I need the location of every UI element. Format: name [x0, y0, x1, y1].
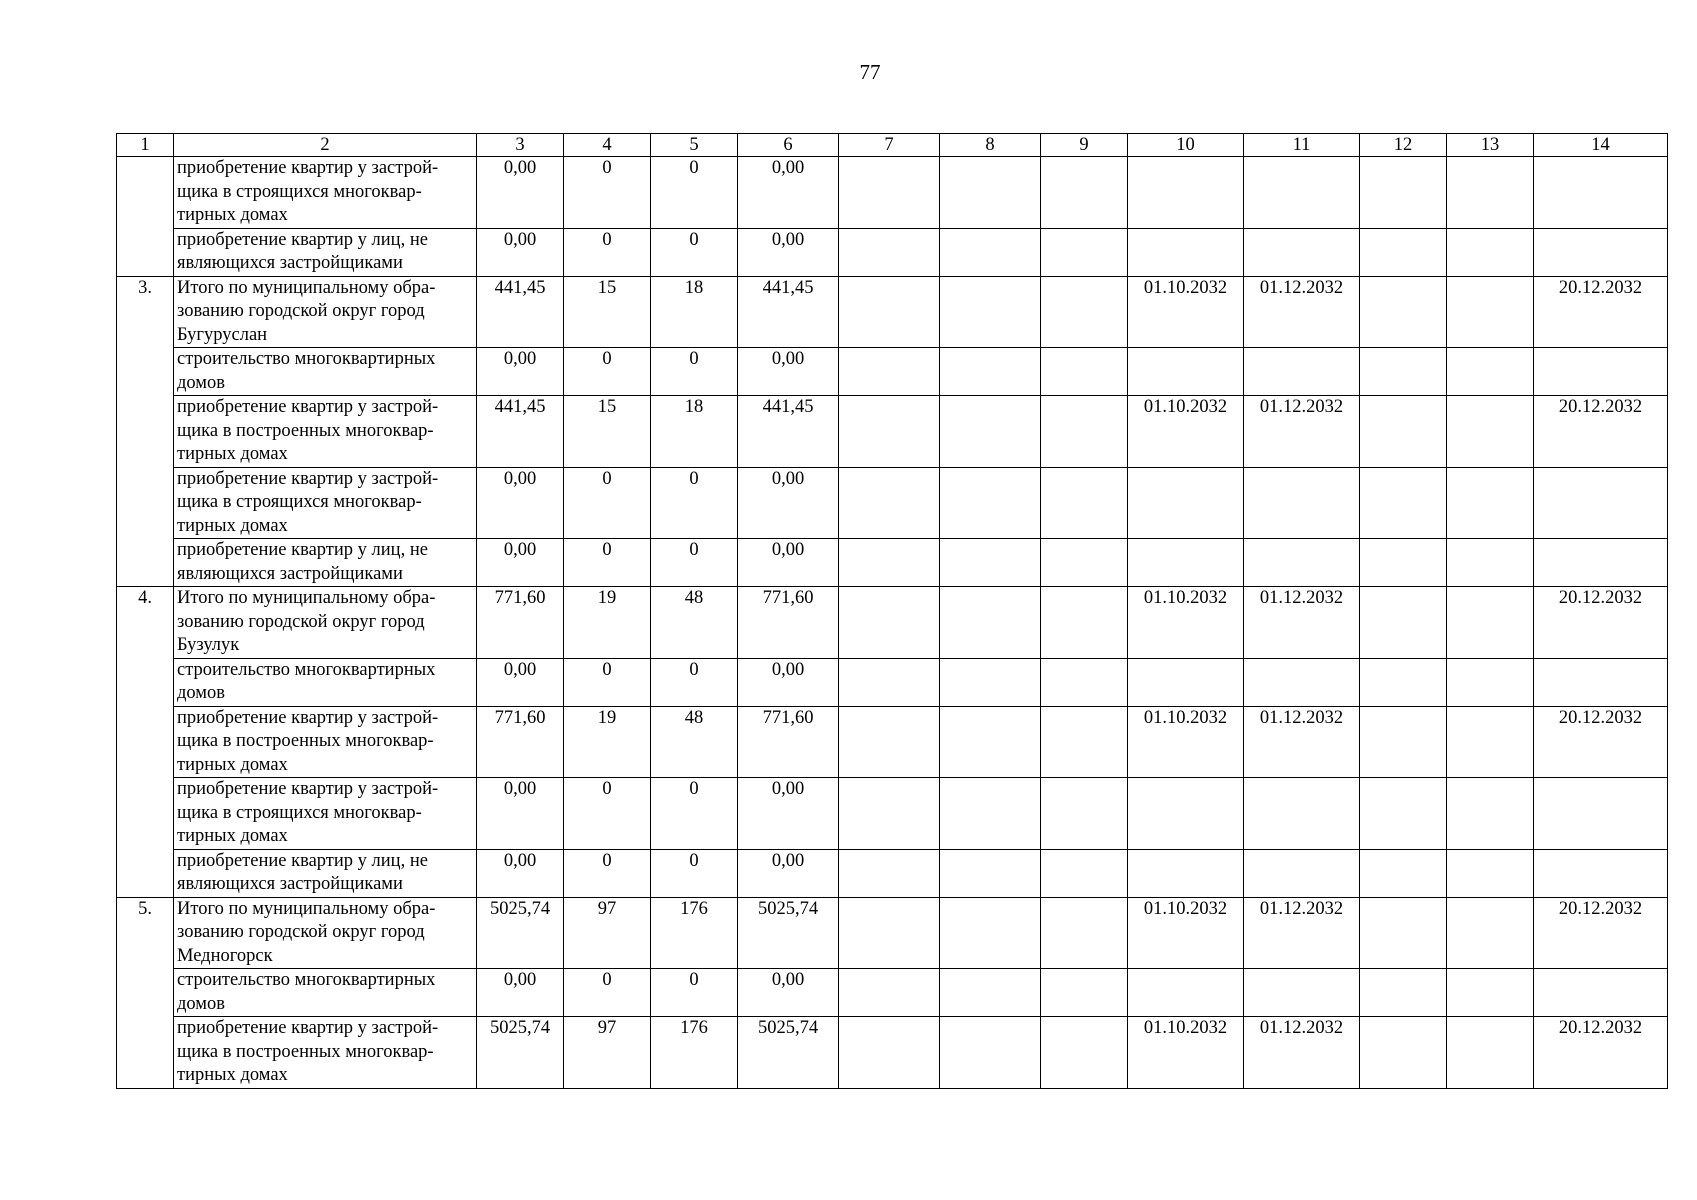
description-cell: строительство многоквартирных домов: [174, 969, 477, 1017]
table-row: [117, 348, 1668, 396]
table-row: [117, 849, 1668, 897]
value-cell-c3: 0,00: [477, 467, 564, 539]
value-cell-c7: [839, 897, 940, 969]
value-cell-c4: 0: [564, 348, 651, 396]
value-cell-c9: [1041, 276, 1128, 348]
value-cell-c12: [1360, 228, 1447, 276]
value-cell-c11: [1244, 778, 1360, 850]
value-cell-c9: [1041, 706, 1128, 778]
value-cell-c10: [1128, 849, 1244, 897]
description-cell: приобретение квартир у лиц, не являющихся застройщиками: [174, 849, 477, 897]
value-cell-c6: 5025,74: [738, 1017, 839, 1089]
value-cell-c8: [940, 587, 1041, 659]
value-cell-c11: [1244, 467, 1360, 539]
value-cell-c4: 0: [564, 467, 651, 539]
value-cell-c7: [839, 1017, 940, 1089]
value-cell-c3: 0,00: [477, 658, 564, 706]
value-cell-c14: 20.12.2032: [1534, 396, 1668, 468]
value-cell-c5: 18: [651, 276, 738, 348]
value-cell-c13: [1447, 276, 1534, 348]
value-cell-c11: 01.12.2032: [1244, 276, 1360, 348]
value-cell-c14: 20.12.2032: [1534, 1017, 1668, 1089]
value-cell-c4: 97: [564, 897, 651, 969]
value-cell-c9: [1041, 348, 1128, 396]
value-cell-c14: [1534, 658, 1668, 706]
value-cell-c10: 01.10.2032: [1128, 276, 1244, 348]
value-cell-c5: 176: [651, 897, 738, 969]
value-cell-c10: 01.10.2032: [1128, 1017, 1244, 1089]
value-cell-c12: [1360, 969, 1447, 1017]
value-cell-c4: 15: [564, 396, 651, 468]
value-cell-c13: [1447, 467, 1534, 539]
description-cell: Итого по муниципальному обра-зованию городской округ город Медногорск: [174, 897, 477, 969]
value-cell-c12: [1360, 849, 1447, 897]
value-cell-c10: [1128, 228, 1244, 276]
value-cell-c4: 15: [564, 276, 651, 348]
column-header: 2: [174, 134, 477, 157]
value-cell-c6: 5025,74: [738, 897, 839, 969]
value-cell-c5: 0: [651, 969, 738, 1017]
value-cell-c11: [1244, 969, 1360, 1017]
value-cell-c3: 0,00: [477, 849, 564, 897]
value-cell-c11: 01.12.2032: [1244, 897, 1360, 969]
description-cell: строительство многоквартирных домов: [174, 658, 477, 706]
value-cell-c9: [1041, 157, 1128, 229]
column-header: 7: [839, 134, 940, 157]
description-cell: приобретение квартир у застрой-щика в строящихся многоквар-тирных домах: [174, 157, 477, 229]
description-cell: приобретение квартир у лиц, не являющихся застройщиками: [174, 228, 477, 276]
value-cell-c4: 19: [564, 706, 651, 778]
value-cell-c10: 01.10.2032: [1128, 396, 1244, 468]
value-cell-c4: 0: [564, 969, 651, 1017]
value-cell-c11: 01.12.2032: [1244, 706, 1360, 778]
value-cell-c7: [839, 467, 940, 539]
value-cell-c11: 01.12.2032: [1244, 587, 1360, 659]
value-cell-c8: [940, 276, 1041, 348]
value-cell-c11: [1244, 849, 1360, 897]
value-cell-c12: [1360, 1017, 1447, 1089]
value-cell-c4: 0: [564, 658, 651, 706]
value-cell-c14: 20.12.2032: [1534, 276, 1668, 348]
column-header: 1: [117, 134, 174, 157]
value-cell-c11: [1244, 228, 1360, 276]
value-cell-c5: 0: [651, 228, 738, 276]
value-cell-c11: [1244, 348, 1360, 396]
value-cell-c7: [839, 849, 940, 897]
value-cell-c14: [1534, 778, 1668, 850]
table-row: [117, 157, 1668, 229]
value-cell-c12: [1360, 276, 1447, 348]
value-cell-c9: [1041, 587, 1128, 659]
row-number-cell: 4.: [117, 587, 174, 898]
value-cell-c10: 01.10.2032: [1128, 587, 1244, 659]
table-row: [117, 587, 1668, 659]
value-cell-c7: [839, 157, 940, 229]
value-cell-c3: 771,60: [477, 706, 564, 778]
value-cell-c13: [1447, 157, 1534, 229]
value-cell-c8: [940, 706, 1041, 778]
value-cell-c5: 48: [651, 706, 738, 778]
value-cell-c6: 0,00: [738, 849, 839, 897]
value-cell-c3: 0,00: [477, 228, 564, 276]
value-cell-c11: [1244, 658, 1360, 706]
value-cell-c13: [1447, 539, 1534, 587]
value-cell-c9: [1041, 467, 1128, 539]
value-cell-c14: 20.12.2032: [1534, 706, 1668, 778]
value-cell-c5: 0: [651, 778, 738, 850]
value-cell-c7: [839, 969, 940, 1017]
table-row: [117, 276, 1668, 348]
value-cell-c5: 0: [651, 467, 738, 539]
column-header: 12: [1360, 134, 1447, 157]
value-cell-c12: [1360, 396, 1447, 468]
value-cell-c6: 441,45: [738, 396, 839, 468]
value-cell-c11: [1244, 157, 1360, 229]
value-cell-c12: [1360, 587, 1447, 659]
column-header: 13: [1447, 134, 1534, 157]
table-row: [117, 969, 1668, 1017]
value-cell-c3: 0,00: [477, 348, 564, 396]
value-cell-c5: 0: [651, 658, 738, 706]
column-header: 8: [940, 134, 1041, 157]
value-cell-c5: 48: [651, 587, 738, 659]
table-row: [117, 228, 1668, 276]
value-cell-c10: [1128, 539, 1244, 587]
row-number-cell: 3.: [117, 276, 174, 587]
value-cell-c4: 97: [564, 1017, 651, 1089]
value-cell-c9: [1041, 658, 1128, 706]
value-cell-c9: [1041, 396, 1128, 468]
value-cell-c10: 01.10.2032: [1128, 706, 1244, 778]
value-cell-c13: [1447, 897, 1534, 969]
column-header: 6: [738, 134, 839, 157]
value-cell-c6: 0,00: [738, 778, 839, 850]
value-cell-c10: 01.10.2032: [1128, 897, 1244, 969]
value-cell-c8: [940, 897, 1041, 969]
value-cell-c6: 0,00: [738, 467, 839, 539]
value-cell-c13: [1447, 706, 1534, 778]
value-cell-c3: 771,60: [477, 587, 564, 659]
value-cell-c10: [1128, 658, 1244, 706]
value-cell-c11: 01.12.2032: [1244, 396, 1360, 468]
column-header: 10: [1128, 134, 1244, 157]
value-cell-c8: [940, 778, 1041, 850]
value-cell-c4: 0: [564, 539, 651, 587]
value-cell-c14: 20.12.2032: [1534, 897, 1668, 969]
value-cell-c3: 441,45: [477, 396, 564, 468]
table-row: [117, 897, 1668, 969]
value-cell-c14: [1534, 157, 1668, 229]
value-cell-c8: [940, 396, 1041, 468]
value-cell-c7: [839, 587, 940, 659]
value-cell-c9: [1041, 228, 1128, 276]
value-cell-c7: [839, 228, 940, 276]
value-cell-c12: [1360, 778, 1447, 850]
value-cell-c13: [1447, 587, 1534, 659]
value-cell-c12: [1360, 467, 1447, 539]
value-cell-c4: 0: [564, 157, 651, 229]
value-cell-c9: [1041, 849, 1128, 897]
value-cell-c7: [839, 539, 940, 587]
value-cell-c12: [1360, 348, 1447, 396]
value-cell-c13: [1447, 228, 1534, 276]
description-cell: приобретение квартир у застрой-щика в построенных многоквар-тирных домах: [174, 396, 477, 468]
value-cell-c10: [1128, 157, 1244, 229]
value-cell-c3: 5025,74: [477, 1017, 564, 1089]
description-cell: строительство многоквартирных домов: [174, 348, 477, 396]
value-cell-c14: 20.12.2032: [1534, 587, 1668, 659]
value-cell-c4: 19: [564, 587, 651, 659]
value-cell-c14: [1534, 467, 1668, 539]
value-cell-c8: [940, 467, 1041, 539]
value-cell-c3: 441,45: [477, 276, 564, 348]
value-cell-c12: [1360, 897, 1447, 969]
value-cell-c9: [1041, 1017, 1128, 1089]
value-cell-c5: 18: [651, 396, 738, 468]
value-cell-c13: [1447, 969, 1534, 1017]
description-cell: приобретение квартир у застрой-щика в построенных многоквар-тирных домах: [174, 1017, 477, 1089]
value-cell-c3: 0,00: [477, 969, 564, 1017]
value-cell-c13: [1447, 658, 1534, 706]
column-header: 9: [1041, 134, 1128, 157]
column-header: 3: [477, 134, 564, 157]
value-cell-c5: 0: [651, 849, 738, 897]
column-header: 4: [564, 134, 651, 157]
table-row: [117, 396, 1668, 468]
value-cell-c7: [839, 658, 940, 706]
value-cell-c11: 01.12.2032: [1244, 1017, 1360, 1089]
value-cell-c12: [1360, 706, 1447, 778]
value-cell-c6: 0,00: [738, 228, 839, 276]
table-row: [117, 539, 1668, 587]
value-cell-c5: 0: [651, 157, 738, 229]
value-cell-c8: [940, 658, 1041, 706]
value-cell-c3: 5025,74: [477, 897, 564, 969]
value-cell-c9: [1041, 969, 1128, 1017]
value-cell-c5: 0: [651, 539, 738, 587]
value-cell-c10: [1128, 969, 1244, 1017]
table-row: [117, 778, 1668, 850]
value-cell-c7: [839, 396, 940, 468]
column-header: 11: [1244, 134, 1360, 157]
table-row: [117, 1017, 1668, 1089]
value-cell-c4: 0: [564, 849, 651, 897]
row-number-cell: [117, 157, 174, 277]
value-cell-c6: 0,00: [738, 348, 839, 396]
column-header: 14: [1534, 134, 1668, 157]
value-cell-c13: [1447, 778, 1534, 850]
description-cell: Итого по муниципальному обра-зованию городской округ город Бузулук: [174, 587, 477, 659]
table-header-row: [117, 134, 1668, 157]
value-cell-c12: [1360, 157, 1447, 229]
value-cell-c7: [839, 706, 940, 778]
description-cell: приобретение квартир у застрой-щика в строящихся многоквар-тирных домах: [174, 467, 477, 539]
value-cell-c8: [940, 157, 1041, 229]
value-cell-c6: 0,00: [738, 658, 839, 706]
description-cell: приобретение квартир у застрой-щика в построенных многоквар-тирных домах: [174, 706, 477, 778]
value-cell-c14: [1534, 969, 1668, 1017]
value-cell-c4: 0: [564, 778, 651, 850]
value-cell-c8: [940, 1017, 1041, 1089]
value-cell-c12: [1360, 539, 1447, 587]
description-cell: приобретение квартир у лиц, не являющихся застройщиками: [174, 539, 477, 587]
table-row: [117, 658, 1668, 706]
column-header: 5: [651, 134, 738, 157]
row-number-cell: 5.: [117, 897, 174, 1088]
value-cell-c3: 0,00: [477, 157, 564, 229]
description-cell: приобретение квартир у застрой-щика в строящихся многоквар-тирных домах: [174, 778, 477, 850]
value-cell-c6: 0,00: [738, 539, 839, 587]
value-cell-c7: [839, 348, 940, 396]
value-cell-c6: 0,00: [738, 969, 839, 1017]
value-cell-c6: 771,60: [738, 587, 839, 659]
value-cell-c11: [1244, 539, 1360, 587]
value-cell-c3: 0,00: [477, 539, 564, 587]
value-cell-c10: [1128, 778, 1244, 850]
value-cell-c14: [1534, 539, 1668, 587]
value-cell-c3: 0,00: [477, 778, 564, 850]
value-cell-c13: [1447, 1017, 1534, 1089]
value-cell-c9: [1041, 778, 1128, 850]
value-cell-c7: [839, 778, 940, 850]
data-table: [116, 133, 1668, 1089]
description-cell: Итого по муниципальному обра-зованию городской округ город Бугуруслан: [174, 276, 477, 348]
value-cell-c10: [1128, 467, 1244, 539]
value-cell-c5: 0: [651, 348, 738, 396]
value-cell-c12: [1360, 658, 1447, 706]
value-cell-c8: [940, 348, 1041, 396]
value-cell-c5: 176: [651, 1017, 738, 1089]
value-cell-c9: [1041, 539, 1128, 587]
value-cell-c8: [940, 228, 1041, 276]
value-cell-c14: [1534, 849, 1668, 897]
value-cell-c14: [1534, 228, 1668, 276]
value-cell-c10: [1128, 348, 1244, 396]
value-cell-c6: 441,45: [738, 276, 839, 348]
value-cell-c13: [1447, 396, 1534, 468]
value-cell-c14: [1534, 348, 1668, 396]
value-cell-c6: 771,60: [738, 706, 839, 778]
page-number: 77: [859, 60, 881, 84]
table-row: [117, 706, 1668, 778]
value-cell-c13: [1447, 849, 1534, 897]
value-cell-c9: [1041, 897, 1128, 969]
value-cell-c13: [1447, 348, 1534, 396]
value-cell-c7: [839, 276, 940, 348]
value-cell-c8: [940, 539, 1041, 587]
value-cell-c6: 0,00: [738, 157, 839, 229]
value-cell-c4: 0: [564, 228, 651, 276]
value-cell-c8: [940, 849, 1041, 897]
table-row: [117, 467, 1668, 539]
value-cell-c8: [940, 969, 1041, 1017]
